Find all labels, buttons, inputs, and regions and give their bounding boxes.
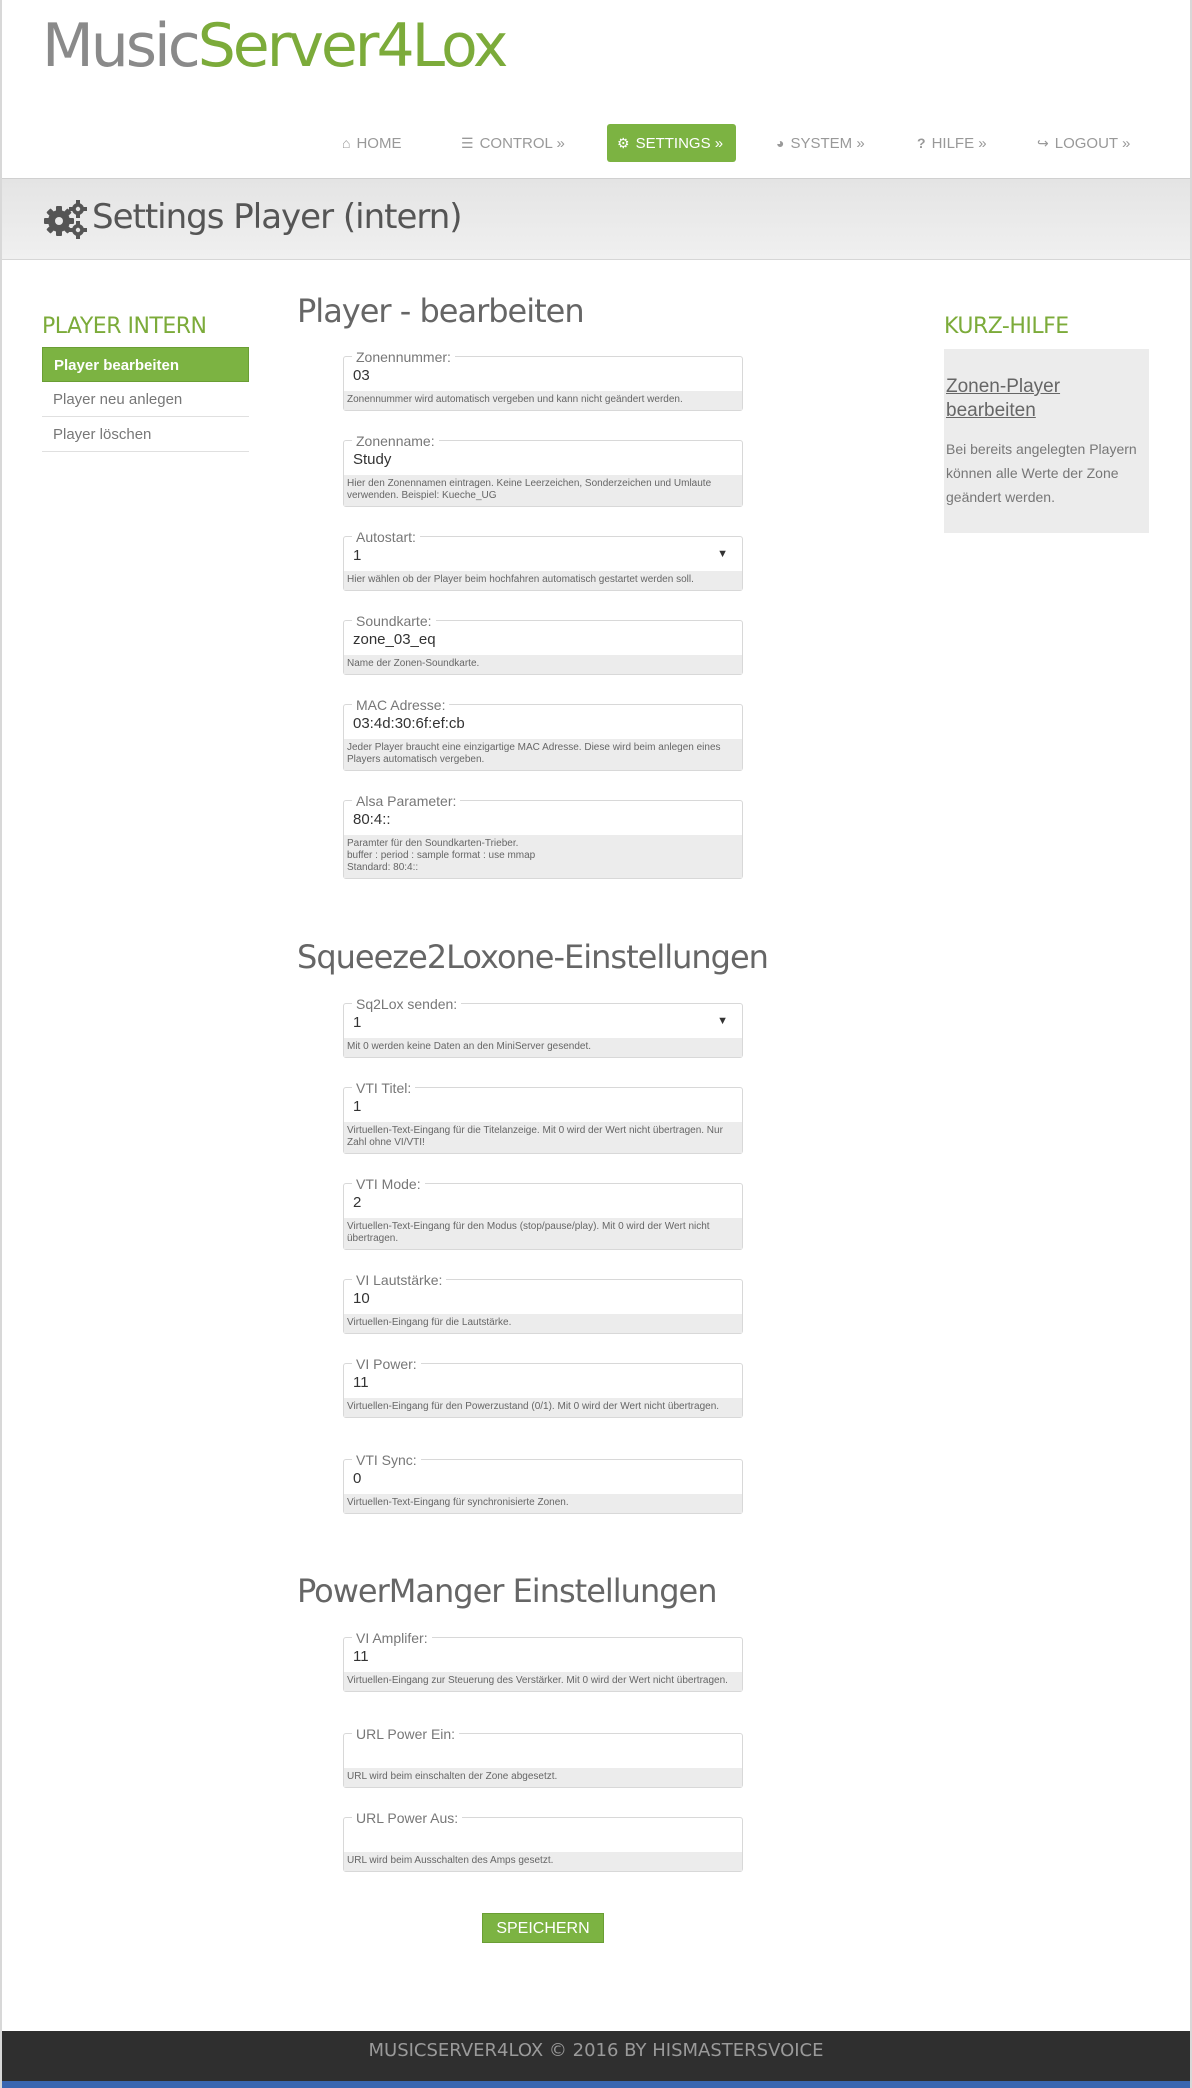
autostart-field: [343, 529, 743, 591]
field-label: URL Power Ein:: [352, 1725, 459, 1743]
nav-settings[interactable]: ⚙ SETTINGS »: [607, 124, 736, 162]
field-hint: Jeder Player braucht eine einzigartige MAC Adresse. Diese wird beim anlegen eines Players automatisch vergeben.: [344, 739, 742, 770]
section-title-power: PowerManger Einstellungen: [297, 1572, 717, 1610]
left-sidebar: [42, 314, 249, 452]
mac-field: [343, 697, 743, 771]
nav-hilfe[interactable]: ? HILFE »: [917, 124, 987, 162]
zonenname-input[interactable]: Study: [353, 451, 392, 468]
help-text: Bei bereits angelegten Playern können alle Werte der Zone geändert werden.: [946, 441, 1137, 505]
nav-home[interactable]: ⌂ HOME: [342, 124, 401, 162]
alsa-field: [343, 793, 743, 879]
field-hint: Virtuellen-Eingang zur Steuerung des Verstärker. Mit 0 wird der Wert nicht übertragen.: [344, 1672, 742, 1691]
save-button[interactable]: SPEICHERN: [482, 1913, 604, 1943]
vi-amplifer-field: [343, 1630, 743, 1692]
field-hint: Zonennummer wird automatisch vergeben und kann nicht geändert werden.: [344, 391, 742, 410]
sidebar-item-player-neu-anlegen[interactable]: Player neu anlegen: [42, 382, 249, 417]
sidebar-heading: PLAYER INTERN: [42, 314, 207, 339]
field-label: Soundkarte:: [352, 612, 436, 630]
sq2lox-select[interactable]: [344, 1004, 742, 1038]
help-box: [944, 349, 1149, 533]
logout-icon: ↪: [1037, 135, 1049, 151]
field-label: VTI Titel:: [352, 1079, 415, 1097]
select-value: 1: [353, 547, 362, 564]
section-title-squeeze: Squeeze2Loxone-Einstellungen: [297, 938, 768, 976]
field-hint: Virtuellen-Text-Eingang für den Modus (stop/pause/play). Mit 0 wird der Wert nicht übertragen.: [344, 1218, 742, 1249]
vi-power-input[interactable]: 11: [353, 1374, 369, 1391]
help-heading: KURZ-HILFE: [944, 314, 1069, 339]
nav-system[interactable]: ◕ SYSTEM »: [776, 124, 865, 162]
field-label: VI Power:: [352, 1355, 421, 1373]
caret-down-icon: ▼: [717, 548, 728, 560]
field-hint: URL wird beim einschalten der Zone abgesetzt.: [344, 1768, 742, 1787]
footer: MUSICSERVER4LOX © 2016 BY HISMASTERSVOICE: [2, 2031, 1190, 2083]
page-title-band: [2, 178, 1190, 260]
field-label: MAC Adresse:: [352, 696, 449, 714]
caret-down-icon: ▼: [717, 1015, 728, 1027]
field-hint: Virtuellen-Eingang für den Powerzustand (0/1). Mit 0 wird der Wert nicht übertragen.: [344, 1398, 742, 1417]
main-nav: [2, 124, 1190, 162]
dashboard-icon: ◕: [776, 135, 785, 151]
field-label: URL Power Aus:: [352, 1809, 462, 1827]
zonenname-field: [343, 433, 743, 507]
header: [2, 0, 1190, 178]
field-hint: Name der Zonen-Soundkarte.: [344, 655, 742, 674]
gears-icon: [42, 199, 88, 239]
field-label: VTI Sync:: [352, 1451, 421, 1469]
field-hint: Hier den Zonennamen eintragen. Keine Leerzeichen, Sonderzeichen und Umlaute verwenden. Beispiel: Kueche_UG: [344, 475, 742, 506]
url-power-ein-field: [343, 1726, 743, 1788]
field-hint: Virtuellen-Eingang für die Lautstärke.: [344, 1314, 742, 1333]
field-label: Autostart:: [352, 528, 420, 546]
field-label: VI Lautstärke:: [352, 1271, 446, 1289]
nav-control[interactable]: ☰ CONTROL »: [461, 124, 565, 162]
help-link[interactable]: Zonen-Player bearbeiten: [946, 376, 1061, 421]
nav-logout[interactable]: ↪ LOGOUT »: [1037, 124, 1130, 162]
logo-part-server: Server4Lox: [197, 11, 506, 81]
autostart-select[interactable]: [344, 537, 742, 571]
question-icon: ?: [917, 135, 926, 151]
sidebar-item-player-bearbeiten[interactable]: Player bearbeiten: [42, 347, 249, 382]
sidebar-item-player-loeschen[interactable]: Player löschen: [42, 417, 249, 452]
url-power-aus-input[interactable]: [344, 1818, 742, 1852]
vti-sync-input[interactable]: 0: [353, 1470, 362, 1487]
field-hint: Paramter für den Soundkarten-Trieber. buffer : period : sample format : use mmap Standard: 80:4::: [344, 835, 742, 878]
vti-titel-input[interactable]: 1: [353, 1098, 362, 1115]
logo-part-music: Music: [42, 11, 198, 81]
vi-lautstaerke-field: [343, 1272, 743, 1334]
field-label: VTI Mode:: [352, 1175, 425, 1193]
select-value: 1: [353, 1014, 362, 1031]
field-label: VI Amplifer:: [352, 1629, 432, 1647]
section-title-player: Player - bearbeiten: [297, 292, 584, 330]
sq2lox-field: [343, 996, 743, 1058]
vti-mode-field: [343, 1176, 743, 1250]
field-label: Zonenname:: [352, 432, 439, 450]
soundkarte-input[interactable]: zone_03_eq: [353, 631, 436, 648]
vi-amplifer-input[interactable]: 11: [353, 1648, 369, 1665]
page-title: Settings Player (intern): [92, 197, 462, 237]
vi-power-field: [343, 1356, 743, 1418]
bottom-bar: [2, 2081, 1190, 2088]
zonennummer-input[interactable]: 03: [353, 367, 370, 384]
alsa-input[interactable]: 80:4::: [353, 811, 391, 828]
home-icon: ⌂: [342, 135, 351, 151]
logo: [42, 8, 505, 84]
gears-icon: ⚙: [617, 135, 630, 151]
vti-mode-input[interactable]: 2: [353, 1194, 362, 1211]
help-panel: [944, 314, 1149, 533]
field-hint: Virtuellen-Text-Eingang für die Titelanzeige. Mit 0 wird der Wert nicht übertragen. Nur Zahl ohne VI/VTI!: [344, 1122, 742, 1153]
vti-titel-field: [343, 1080, 743, 1154]
field-hint: Mit 0 werden keine Daten an den MiniServer gesendet.: [344, 1038, 742, 1057]
vi-lautstaerke-input[interactable]: 10: [353, 1290, 370, 1307]
soundkarte-field: [343, 613, 743, 675]
field-hint: Hier wählen ob der Player beim hochfahren automatisch gestartet werden soll.: [344, 571, 742, 590]
vti-sync-field: [343, 1452, 743, 1514]
field-label: Sq2Lox senden:: [352, 995, 461, 1013]
mac-input[interactable]: 03:4d:30:6f:ef:cb: [353, 715, 465, 732]
url-power-ein-input[interactable]: [344, 1734, 742, 1768]
field-hint: Virtuellen-Text-Eingang für synchronisierte Zonen.: [344, 1494, 742, 1513]
zonennummer-field: [343, 349, 743, 411]
field-label: Zonennummer:: [352, 348, 455, 366]
url-power-aus-field: [343, 1810, 743, 1872]
tasks-icon: ☰: [461, 135, 474, 151]
field-hint: URL wird beim Ausschalten des Amps gesetzt.: [344, 1852, 742, 1871]
field-label: Alsa Parameter:: [352, 792, 460, 810]
